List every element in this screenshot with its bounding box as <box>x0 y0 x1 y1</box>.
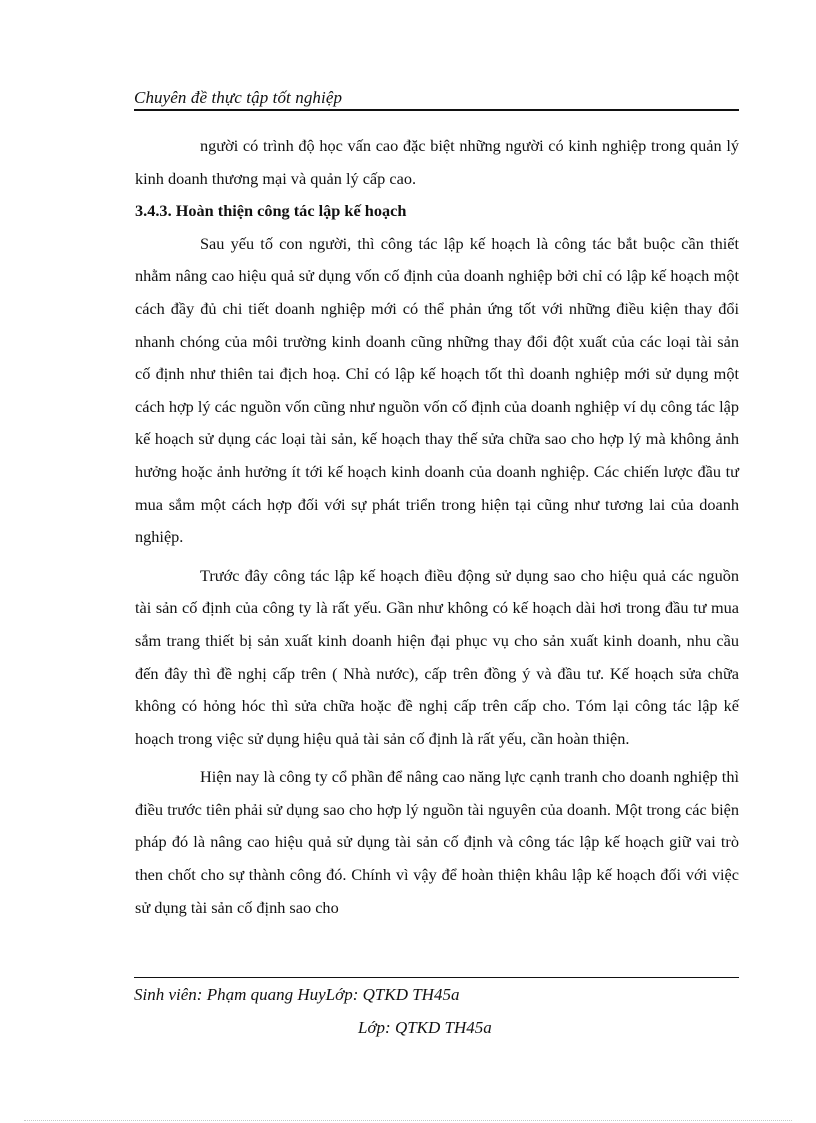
footer-student-info: Sinh viên: Phạm quang HuyLớp: QTKD TH45a <box>134 985 460 1004</box>
paragraph-2: Trước đây công tác lập kế hoạch điều động sử dụng sao cho hiệu quả các nguồn tài sản cố định của công ty là rất yếu. Gần như không có kế hoạch dài hơi trong đầu tư mua sắm trang thiết bị sản xuất kinh doanh hiện đại phục vụ cho sản xuất kinh doanh, nhu cầu đến đây thì đề nghị cấp trên ( Nhà nước), cấp trên đồng ý và đầu tư. Kế hoạch sửa chữa không có hỏng hóc thì sửa chữa hoặc đề nghị cấp trên cấp cho. Tóm lại công tác lập kế hoạch trong việc sử dụng hiệu quả tài sản cố định là rất yếu, cần hoàn thiện. <box>135 565 739 748</box>
footer-class-info: Lớp: QTKD TH45a <box>358 1018 492 1037</box>
header-divider <box>134 109 739 111</box>
paragraph-1: Sau yếu tố con người, thì công tác lập kế hoạch là công tác bắt buộc cần thiết nhằm nâng cao hiệu quả sử dụng vốn cố định của doanh nghiệp bởi chỉ có lập kế hoạch một cách đầy đủ chi tiết doanh nghiệp mới có thể phản ứng tốt với những điều kiện thay đổi nhanh chóng của môi trường kinh doanh cũng những thay đổi đột xuất của các loại tài sản cố định như thiên tai địch hoạ. Chỉ có lập kế hoạch tốt thì doanh nghiệp mới sử dụng một cách hợp lý các nguồn vốn cũng như nguồn vốn cố định của doanh nghiệp ví dụ công tác lập kế hoạch sử dụng các loại tài sản, kế hoạch thay thế sửa chữa sao cho hợp lý mà không ảnh hưởng hoặc ảnh hưởng ít tới kế hoạch kinh doanh của doanh nghiệp. Các chiến lược đầu tư mua sắm một cách hợp đối với sự phát triển trong hiện tại cũng như tương lai của doanh nghiệp. <box>135 233 739 547</box>
page-bottom-edge <box>24 1120 792 1121</box>
paragraph-3: Hiện nay là công ty cổ phần để nâng cao năng lực cạnh tranh cho doanh nghiệp thì điều trước tiên phải sử dụng sao cho hợp lý nguồn tài nguyên của doanh. Một trong các biện pháp đó là nâng cao hiệu quả sử dụng tài sản cố định và công tác lập kế hoạch giữ vai trò then chốt cho sự thành công đó. Chính vì vậy để hoàn thiện khâu lập kế hoạch đối với việc sử dụng tài sản cố định sao cho <box>135 767 739 917</box>
page-header-title: Chuyên đề thực tập tốt nghiệp <box>134 88 343 107</box>
section-heading: 3.4.3. Hoàn thiện công tác lập kế hoạch <box>135 201 407 221</box>
document-body <box>135 130 739 924</box>
continuation-paragraph: người có trình độ học vấn cao đặc biệt những người có kinh nghiệp trong quản lý kinh doanh thương mại và quản lý cấp cao. <box>135 136 739 188</box>
footer-divider <box>134 977 739 978</box>
